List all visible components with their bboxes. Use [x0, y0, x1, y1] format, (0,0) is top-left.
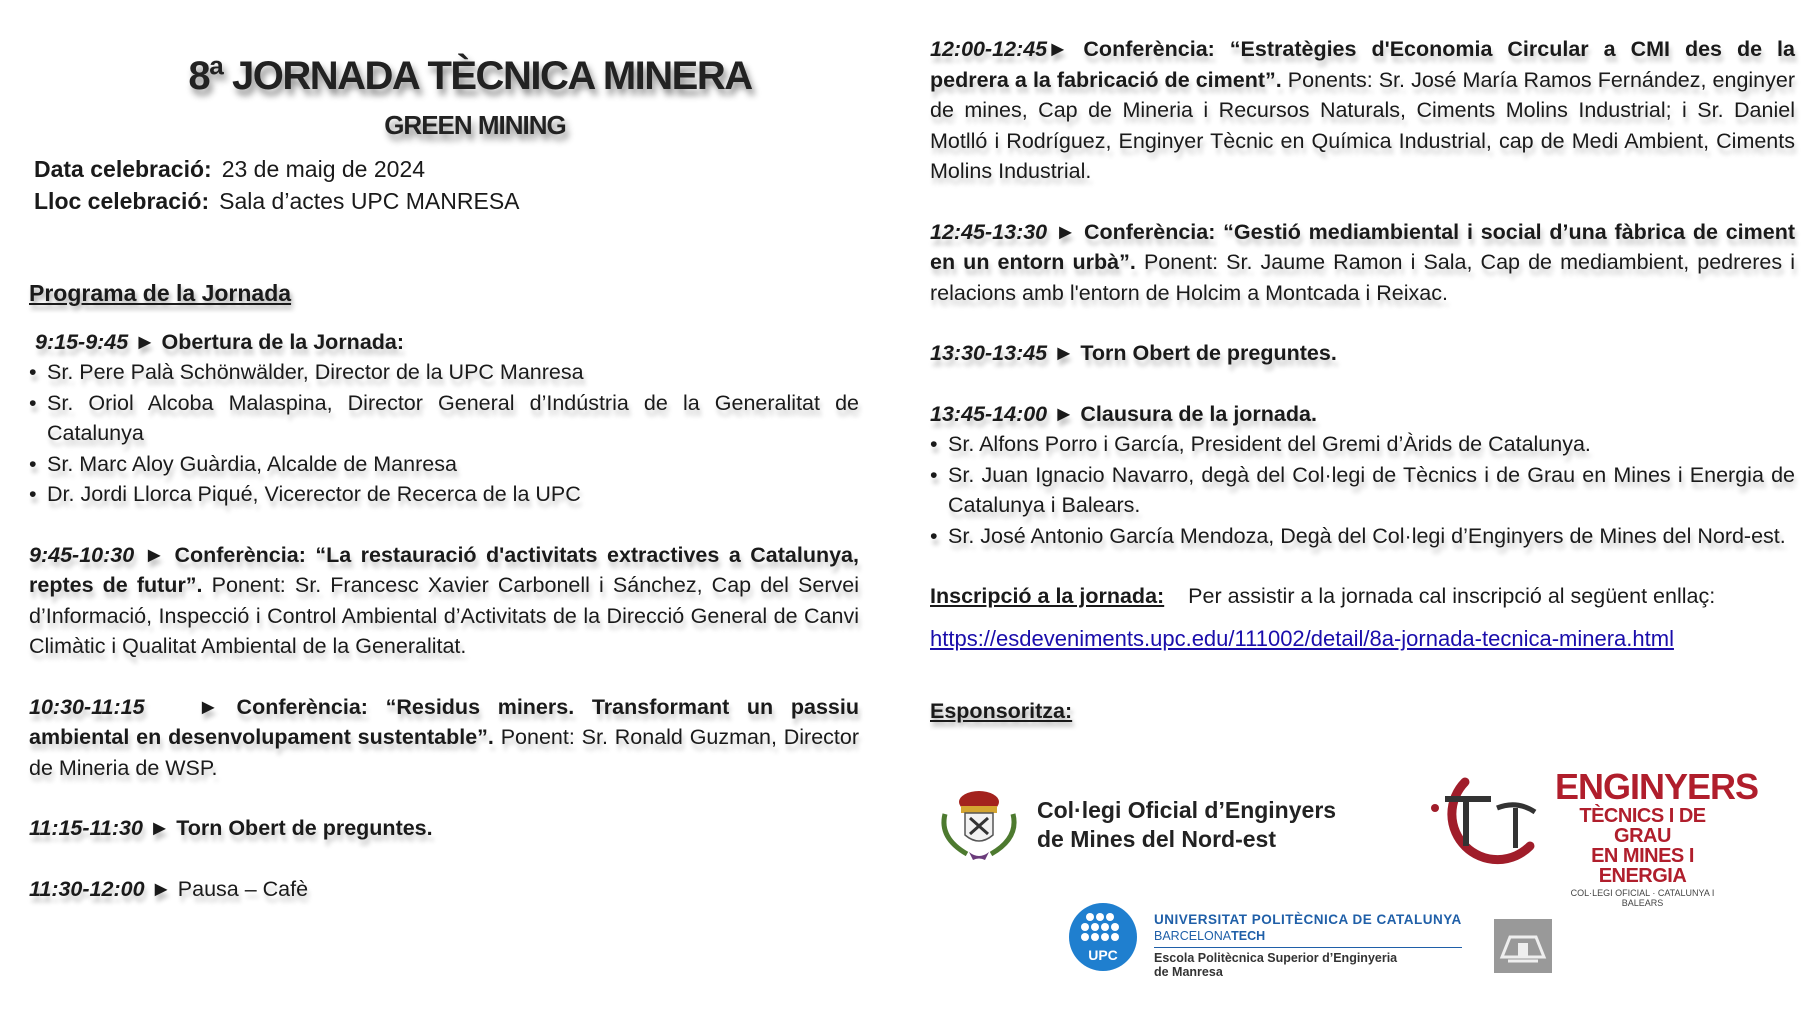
closing-time: 13:45-14:00	[930, 401, 1048, 426]
opening-time: 9:15-9:45	[35, 329, 129, 354]
date-label: Data celebració:	[34, 156, 212, 182]
conference-1: 9:45-10:30 ► Conferència: “La restauració d'activitats extractives a Catalunya, reptes de futur”. Ponent: Sr. Francesc Xavier Carbonell i Sánchez, Cap del Servei d’Informació, Inspecció i Control Ambiental d’Activitats de la Direcció General de Canvi Climàtic i Qualitat Ambiental de la Generalitat.	[29, 542, 859, 658]
upc-logo-text: UPC	[1088, 947, 1118, 963]
sponsors-label: Esponsoritza:	[930, 699, 1073, 723]
upc-name: UNIVERSITAT POLITÈCNICA DE CATALUNYA	[1154, 912, 1462, 927]
date-row	[34, 156, 425, 183]
closing-heading: Clausura de la jornada.	[1080, 401, 1317, 426]
conference-3-body: Ponents: Sr. José María Ramos Fernández, enginyer de mines, Cap de Mineria i Recursos Naturals, Ciments Molins Industrial; i Sr. Daniel Motlló i Rodríguez, Enginyer Tècnic en Química Industrial, cap de Medi Ambient, Ciments Molins Industrial.	[930, 67, 1795, 183]
coffee-break-time: 11:30-12:00	[29, 876, 145, 901]
enginyers-line2: TÈCNICS I DE GRAU	[1579, 805, 1706, 847]
upc-school-line2: de Manresa	[1154, 965, 1223, 979]
coffee-break: 11:30-12:00 ► Pausa – Cafè	[29, 876, 309, 901]
conference-3-heading: Conferència: “Estratègies d'Economia Circular a CMI des de la pedrera a la fabricació de ciment”.	[930, 37, 1795, 92]
upc-divider	[1154, 947, 1462, 948]
conference-3-time: 12:00-12:45	[930, 37, 1048, 61]
epsem-logo	[1494, 919, 1552, 973]
epsem-logo-icon	[1494, 919, 1552, 973]
closing-list	[930, 429, 1795, 551]
list-item: • Sr. Pere Palà Schönwälder, Director de la UPC Manresa	[29, 357, 859, 388]
enginyers-line4: COL·LEGI OFICIAL · CATALUNYA I BALEARS	[1570, 888, 1715, 908]
upc-campus	[1154, 929, 1474, 943]
conference-2-time: 10:30-11:15	[29, 694, 145, 719]
coim-crest-icon	[935, 784, 1023, 864]
place-label: Lloc celebració:	[34, 188, 210, 214]
conference-4-heading: Conferència: “Gestió mediambiental i social d’una fàbrica de ciment en un entorn urbà”.	[930, 219, 1795, 274]
coim-name-line2: de Mines del Nord-est	[1037, 826, 1276, 852]
enginyers-line3: EN MINES I ENERGIA	[1591, 845, 1694, 887]
program-right-column	[930, 34, 1795, 727]
program-left-column	[29, 278, 859, 934]
registration-link[interactable]: https://esdeveniments.upc.edu/111002/detail/8a-jornada-tecnica-minera.html	[930, 625, 1674, 651]
conference-1-heading: Conferència: “La restauració d'activitats extractives a Catalunya, reptes de futur”.	[29, 542, 859, 597]
questions-1-time: 11:15-11:30	[29, 816, 143, 840]
conference-1-time: 9:45-10:30	[29, 542, 135, 567]
questions-1: 11:15-11:30 ► Torn Obert de preguntes.	[29, 816, 433, 840]
upc-school-line1: Escola Politècnica Superior d’Enginyeria	[1154, 951, 1398, 965]
list-item: • Sr. Alfons Porro i García, President del Gremi d’Àrids de Catalunya.	[930, 429, 1795, 460]
conference-4-time: 12:45-13:30	[930, 219, 1048, 244]
opening-heading: Obertura de la Jornada:	[161, 329, 405, 354]
upc-logo-icon	[1068, 902, 1138, 972]
questions-2: 13:30-13:45 ► Torn Obert de preguntes.	[930, 341, 1337, 365]
date-value: 23 de maig de 2024	[221, 156, 426, 182]
program-title: Programa de la Jornada	[29, 280, 292, 306]
conference-4: 12:45-13:30 ► Conferència: “Gestió mediambiental i social d’una fàbrica de ciment en un entorn urbà”. Ponent: Sr. Jaume Ramon i Sala, Cap de mediambient, pedreres i relacions amb l'entorn de Holcim a Montcada i Reixac.	[930, 219, 1795, 305]
questions-2-heading: Torn Obert de preguntes.	[1080, 341, 1337, 365]
enginyers-logo-icon	[1405, 768, 1555, 868]
questions-2-time: 13:30-13:45	[930, 341, 1048, 365]
conference-3: 12:00-12:45► Conferència: “Estratègies d'Economia Circular a CMI des de la pedrera a la fabricació de ciment”. Ponents: Sr. José María Ramos Fernández, enginyer de mines, Cap de Mineria i Recursos Naturals, Ciments Molins Industrial; i Sr. Daniel Motlló i Rodríguez, Enginyer Tècnic en Química Industrial, cap de Medi Ambient, Ciments Molins Industrial.	[930, 37, 1795, 183]
registration-row	[930, 581, 1795, 612]
questions-1-heading: Torn Obert de preguntes.	[176, 816, 433, 840]
upc-campus-a: BARCELONA	[1154, 929, 1232, 943]
list-item: • Sr. José Antonio García Mendoza, Degà del Col·legi d’Enginyers de Mines del Nord-est.	[930, 521, 1795, 552]
conference-4-body: Ponent: Sr. Jaume Ramon i Sala, Cap de mediambient, pedreres i relacions amb l'entorn de Holcim a Montcada i Reixac.	[930, 250, 1795, 305]
enginyers-title: ENGINYERS	[1555, 766, 1759, 807]
list-item: • Dr. Jordi Llorca Piqué, Vicerector de Recerca de la UPC	[29, 479, 859, 510]
coffee-break-label: Pausa – Cafè	[177, 876, 309, 901]
opening-list	[29, 357, 859, 510]
closing-block: 13:45-14:00 ► Clausura de la jornada. • Sr. Alfons Porro i García, President del Gremi d’Àrids de Catalunya. • Sr. Juan Ignacio Navarro, degà del Col·legi de Tècnics i de Grau en Mines i Energia de Catalunya i Balears. • Sr. José Antonio García Mendoza, Degà del Col·legi d’Enginyers de Mines del Nord-est.	[930, 399, 1795, 552]
conference-1-body: Ponent: Sr. Francesc Xavier Carbonell i Sánchez, Cap del Servei d’Informació, Inspecció i Control Ambiental d’Activitats de la Direcció General de Canvi Climàtic i Qualitat Ambiental de la Generalitat.	[29, 573, 859, 658]
list-item: • Sr. Juan Ignacio Navarro, degà del Col·legi de Tècnics i de Grau en Mines i Energia de Catalunya i Balears.	[930, 460, 1795, 521]
page-title: 8ª JORNADA TÈCNICA MINERA	[188, 54, 752, 98]
conference-2-body: Ponent: Sr. Ronald Guzman, Director de Mineria de WSP.	[29, 725, 859, 780]
coim-name-line1: Col·legi Oficial d’Enginyers	[1037, 797, 1337, 823]
registration-text: Per assistir a la jornada cal inscripció al següent enllaç:	[1188, 584, 1716, 608]
conference-2-heading: Conferència: “Residus miners. Transformant un passiu ambiental en desenvolupament sustentable”.	[29, 694, 859, 749]
registration-label: Inscripció a la jornada:	[930, 584, 1165, 608]
place-value: Sala d’actes UPC MANRESA	[219, 188, 520, 214]
upc-campus-b: TECH	[1231, 929, 1266, 943]
place-row	[34, 188, 520, 215]
conference-2: 10:30-11:15 ► Conferència: “Residus miners. Transformant un passiu ambiental en desenvolupament sustentable”. Ponent: Sr. Ronald Guzman, Director de Mineria de WSP.	[29, 694, 859, 780]
page-subtitle: GREEN MINING	[384, 110, 566, 140]
list-item: • Sr. Marc Aloy Guàrdia, Alcalde de Manresa	[29, 449, 859, 480]
opening-block: 9:15-9:45 ► Obertura de la Jornada: • Sr. Pere Palà Schönwälder, Director de la UPC Manresa • Sr. Oriol Alcoba Malaspina, Director General d’Indústria de la Generalitat de Catalunya • Sr. Marc Aloy Guàrdia, Alcalde de Manresa • Dr. Jordi Llorca Piqué, Vicerector de Recerca de la UPC	[29, 327, 859, 510]
list-item: • Sr. Oriol Alcoba Malaspina, Director General d’Indústria de la Generalitat de Catalunya	[29, 388, 859, 449]
